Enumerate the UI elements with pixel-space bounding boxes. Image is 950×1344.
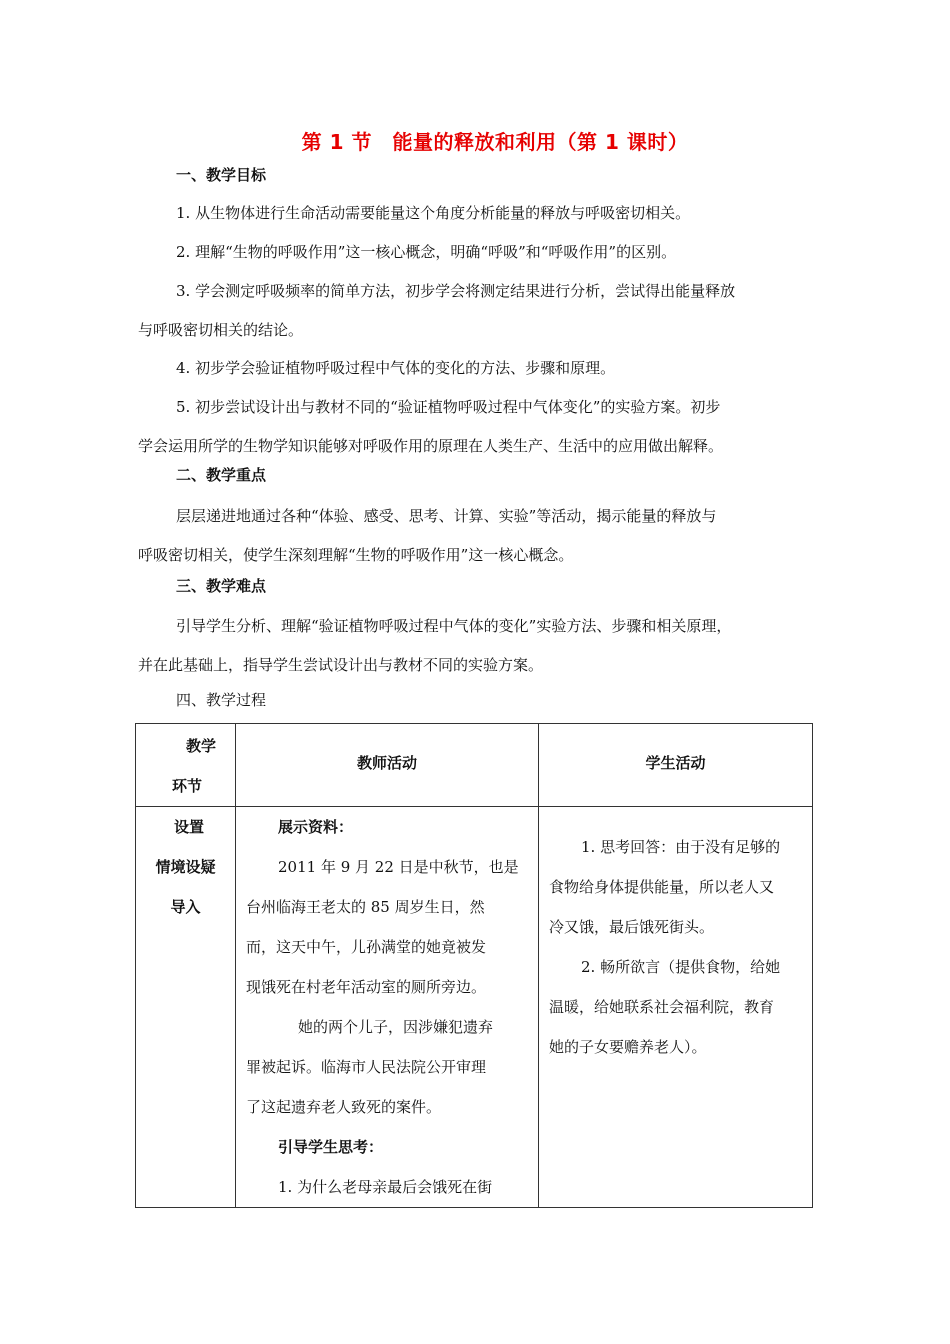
stage-line: 导入 <box>170 898 201 916</box>
teacher-line: 罪被起诉。临海市人民法院公开审理 <box>246 1058 487 1076</box>
student-line: 2. 畅所欲言（提供食物，给她 <box>581 958 781 976</box>
process-heading: 四、教学过程 <box>176 691 267 709</box>
teacher-line: 展示资料： <box>278 818 354 836</box>
teacher-line: 而，这天中午，儿孙满堂的她竟被发 <box>246 938 487 956</box>
teaching-process-table <box>135 723 813 1208</box>
student-line: 食物给身体提供能量，所以老人又 <box>549 878 775 896</box>
teacher-line: 2011 年 9 月 22 日是中秋节，也是 <box>278 858 519 876</box>
objective-line: 2. 理解“生物的呼吸作用”这一核心概念，明确“呼吸”和“呼吸作用”的区别。 <box>176 243 677 261</box>
stage-line: 情境设疑 <box>155 858 216 876</box>
header-student-cell <box>539 724 813 807</box>
objective-line: 与呼吸密切相关的结论。 <box>138 321 304 339</box>
objective-line: 3. 学会测定呼吸频率的简单方法，初步学会将测定结果进行分析，尝试得出能量释放 <box>176 282 736 300</box>
header-stage-line: 教学 <box>186 737 217 755</box>
difficulty-line: 引导学生分析、理解“验证植物呼吸过程中气体的变化”实验方法、步骤和相关原理， <box>176 617 732 635</box>
teacher-line: 1. 为什么老母亲最后会饿死在街 <box>278 1178 493 1196</box>
student-line: 温暖，给她联系社会福利院，教育 <box>549 998 775 1016</box>
header-teacher-cell <box>236 724 539 807</box>
stage-cell <box>136 807 236 1208</box>
student-activity-cell <box>539 807 813 1208</box>
teacher-line: 了这起遗弃老人致死的案件。 <box>246 1098 442 1116</box>
stage-line: 设置 <box>174 818 205 836</box>
difficulties-heading: 三、教学难点 <box>176 577 267 595</box>
key-point-line: 层层递进地通过各种“体验、感受、思考、计算、实验”等活动，揭示能量的释放与 <box>176 507 717 525</box>
difficulty-line: 并在此基础上，指导学生尝试设计出与教材不同的实验方案。 <box>138 656 544 674</box>
header-stage-line: 环节 <box>172 777 203 795</box>
objectives-heading: 一、教学目标 <box>176 166 267 184</box>
table-row <box>136 807 813 1208</box>
student-line: 冷又饿，最后饿死街头。 <box>549 918 715 936</box>
objective-line: 4. 初步学会验证植物呼吸过程中气体的变化的方法、步骤和原理。 <box>176 359 616 377</box>
teacher-activity-cell <box>236 807 539 1208</box>
table-header-row <box>136 724 813 807</box>
objective-line: 5. 初步尝试设计出与教材不同的“验证植物呼吸过程中气体变化”的实验方案。初步 <box>176 398 721 416</box>
key-points-heading: 二、教学重点 <box>176 466 267 484</box>
header-stage-cell <box>136 724 236 807</box>
objective-line: 1. 从生物体进行生命活动需要能量这个角度分析能量的释放与呼吸密切相关。 <box>176 204 691 222</box>
teacher-line: 现饿死在村老年活动室的厕所旁边。 <box>246 978 487 996</box>
teacher-line: 她的两个儿子，因涉嫌犯遗弃 <box>298 1018 494 1036</box>
teacher-line: 引导学生思考： <box>278 1138 384 1156</box>
header-student-label: 学生活动 <box>645 754 706 772</box>
teacher-line: 台州临海王老太的 85 周岁生日，然 <box>246 898 485 916</box>
student-line: 她的子女要赡养老人）。 <box>549 1038 707 1056</box>
header-teacher-label: 教师活动 <box>356 754 417 772</box>
key-point-line: 呼吸密切相关，使学生深刻理解“生物的呼吸作用”这一核心概念。 <box>138 546 574 564</box>
objective-line: 学会运用所学的生物学知识能够对呼吸作用的原理在人类生产、生活中的应用做出解释。 <box>138 437 724 455</box>
student-line: 1. 思考回答：由于没有足够的 <box>581 838 781 856</box>
page-title: 第 1 节 能量的释放和利用（第 1 课时） <box>301 130 689 154</box>
